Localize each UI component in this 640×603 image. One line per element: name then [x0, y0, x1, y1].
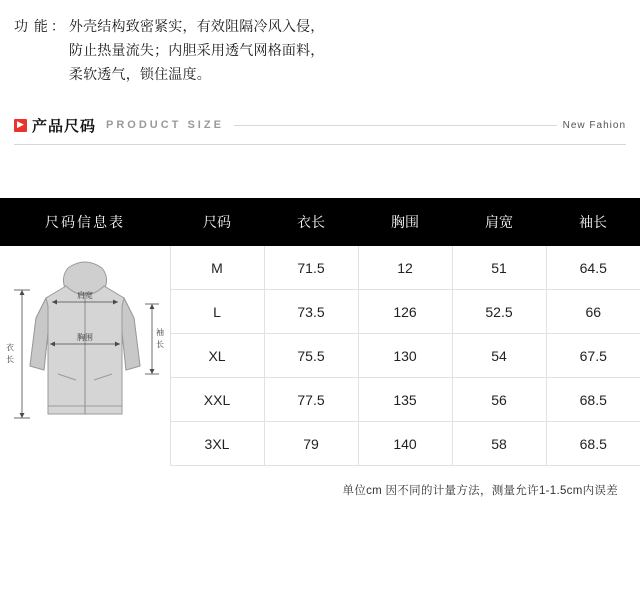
table-header-bust: 胸围 [358, 198, 452, 246]
cell-size: XL [170, 334, 264, 378]
label-length-1: 衣 [6, 343, 14, 352]
cell-sleeve: 68.5 [546, 422, 640, 466]
cell-length: 75.5 [264, 334, 358, 378]
feature-label: 功 能 [14, 18, 49, 34]
cell-sleeve: 67.5 [546, 334, 640, 378]
cell-sleeve: 64.5 [546, 246, 640, 290]
cell-size: 3XL [170, 422, 264, 466]
feature-colon: ： [50, 18, 65, 34]
cell-shoulder: 58 [452, 422, 546, 466]
section-title-cn: 产品尺码 [32, 117, 97, 135]
jacket-illustration [0, 246, 170, 451]
cell-bust: 12 [358, 246, 452, 290]
cell-length: 79 [264, 422, 358, 466]
cell-shoulder: 56 [452, 378, 546, 422]
cell-shoulder: 52.5 [452, 290, 546, 334]
table-row [0, 246, 640, 290]
jacket-illustration-cell [0, 246, 170, 466]
label-sleeve-1: 袖 [156, 328, 164, 337]
cell-size: L [170, 290, 264, 334]
cell-shoulder: 54 [452, 334, 546, 378]
table-corner-title: 尺码信息表 [0, 198, 170, 246]
label-shoulder: 肩宽 [77, 291, 93, 300]
table-header-size: 尺码 [170, 198, 264, 246]
size-table [0, 198, 640, 466]
cell-sleeve: 68.5 [546, 378, 640, 422]
cell-bust: 130 [358, 334, 452, 378]
cell-size: XXL [170, 378, 264, 422]
table-header-sleeve: 袖长 [546, 198, 640, 246]
feature-line-2: 防止热量流失；内胆采用透气网格面料， [68, 42, 325, 58]
jacket-diagram-svg [0, 246, 170, 451]
feature-description [0, 0, 640, 86]
section-divider-line [234, 125, 557, 126]
table-header-length: 衣长 [264, 198, 358, 246]
label-length-2: 长 [6, 355, 14, 364]
section-subtitle: New Fahion [562, 119, 626, 131]
feature-line-1: 外壳结构致密紧实，有效阻隔冷风入侵， [68, 18, 325, 34]
section-underline [14, 144, 626, 145]
cell-size: M [170, 246, 264, 290]
section-title-en: PRODUCT SIZE [106, 118, 224, 131]
cell-bust: 140 [358, 422, 452, 466]
label-sleeve-2: 长 [156, 340, 164, 349]
section-header [0, 112, 640, 138]
measurement-footnote: 单位cm 因不同的计量方法，测量允许1-1.5cm内误差 [342, 485, 618, 497]
table-header-shoulder: 肩宽 [452, 198, 546, 246]
cell-bust: 135 [358, 378, 452, 422]
cell-length: 73.5 [264, 290, 358, 334]
size-table-wrap [0, 198, 640, 466]
feature-text [69, 14, 325, 86]
table-header-row [0, 198, 640, 246]
cell-bust: 126 [358, 290, 452, 334]
label-bust: 胸围 [77, 333, 93, 342]
cell-length: 77.5 [264, 378, 358, 422]
feature-line-3: 柔软透气，锁住温度。 [68, 66, 211, 82]
play-triangle-icon: ▶ [14, 119, 27, 132]
cell-shoulder: 51 [452, 246, 546, 290]
cell-length: 71.5 [264, 246, 358, 290]
cell-sleeve: 66 [546, 290, 640, 334]
